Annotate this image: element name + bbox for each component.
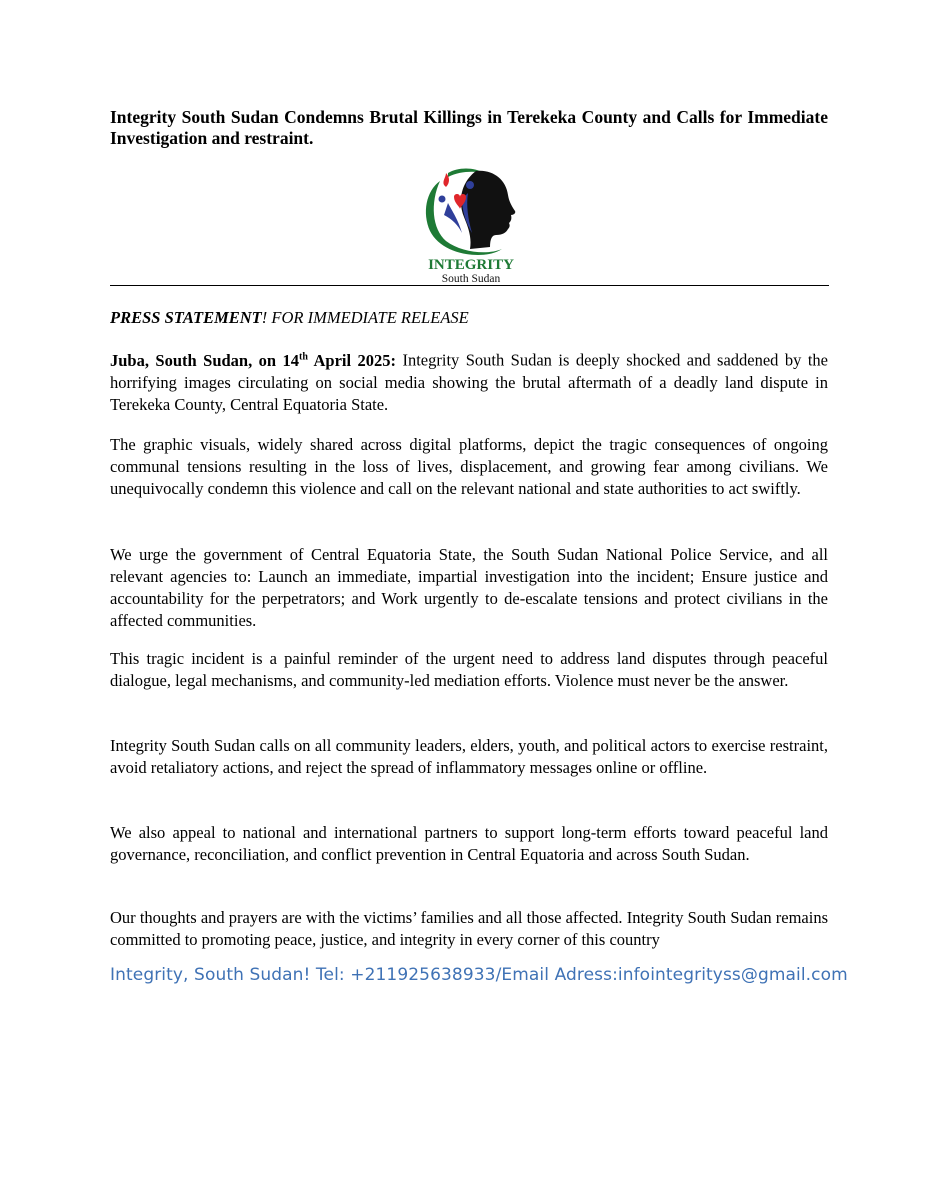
logo-blue-head-2 <box>439 196 446 203</box>
contact-footer: Integrity, South Sudan! Tel: +211925638933/Email Adress:infointegrityss@gmail.com <box>110 965 848 985</box>
logo-blue-figure <box>444 203 462 233</box>
paragraph-2: The graphic visuals, widely shared across digital platforms, depict the tragic consequences of ongoing communal tensions resulting in the loss of lives, displacement, and growing fear among civilians. We unequivocally condemn this violence and call on the relevant national and state authorities to act swiftly. <box>110 435 828 498</box>
paragraph-5: Integrity South Sudan calls on all community leaders, elders, youth, and political actors to exercise restraint, avoid retaliatory actions, and reject the spread of inflammatory messages online or offline. <box>110 736 828 777</box>
paragraph-6: We also appeal to national and international partners to support long-term efforts toward peaceful land governance, reconciliation, and conflict prevention in Central Equatoria and across South Sudan. <box>110 823 828 864</box>
logo-brand-word: INTEGRITY <box>428 257 514 273</box>
paragraph-4: This tragic incident is a painful reminder of the urgent need to address land disputes through peaceful dialogue, legal mechanisms, and community-led mediation efforts. Violence must never be the answer. <box>110 649 828 690</box>
document-title: Integrity South Sudan Condemns Brutal Killings in Terekeka County and Calls for Immediate Investigation and restraint. <box>110 107 828 148</box>
paragraph-1-text: Integrity South Sudan is deeply shocked and saddened by the horrifying images circulating on social media showing the brutal aftermath of a deadly land dispute in Terekeka County, Central Equatoria State. <box>110 350 828 414</box>
press-statement-bold: PRESS STATEMENT <box>110 308 262 327</box>
integrity-logo <box>418 163 524 285</box>
press-statement-line <box>110 308 469 328</box>
header-divider <box>110 285 829 286</box>
logo-brand-sub: South Sudan <box>441 273 501 285</box>
paragraph-3: We urge the government of Central Equatoria State, the South Sudan National Police Service, and all relevant agencies to: Launch an immediate, impartial investigation into the incident; Ensure justice and accountability for the perpetrators; and Work urgently to de-escalate tensions and protect civilians in the affected communities. <box>110 545 828 630</box>
paragraph-1 <box>110 346 828 416</box>
press-statement-rest: ! FOR IMMEDIATE RELEASE <box>261 308 469 327</box>
paragraph-7: Our thoughts and prayers are with the victims’ families and all those affected. Integrity South Sudan remains committed to promoting peace, justice, and integrity in every corner of this country <box>110 908 828 949</box>
paragraph-1-lead: Juba, South Sudan, on 14th April 2025: <box>110 350 397 370</box>
logo-blue-head <box>466 181 474 189</box>
